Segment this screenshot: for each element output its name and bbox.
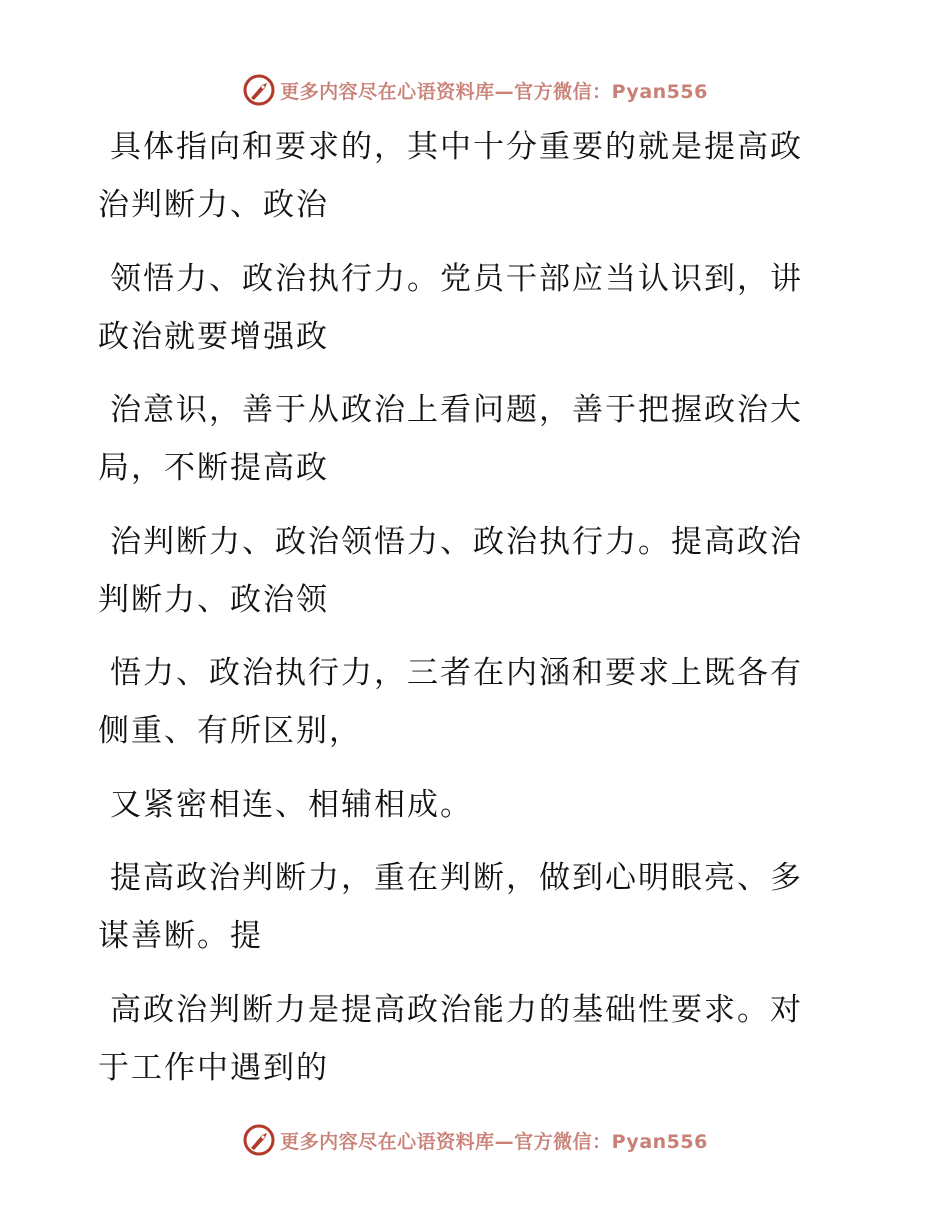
paragraph-line: 治判断力、政治领悟力、政治执行力。提高政治 — [110, 523, 803, 560]
paragraph — [98, 849, 838, 965]
paragraph-line: 治意识，善于从政治上看问题，善于把握政治大 — [110, 392, 803, 428]
paragraph-line: 又紧密相连、相辅相成。 — [110, 786, 473, 823]
paragraph-line: 提高政治判断力，重在判断，做到心明眼亮、多 — [110, 860, 803, 896]
document-body — [98, 118, 838, 1112]
paragraph-line: 于工作中遇到的 — [98, 1049, 329, 1086]
paragraph — [98, 118, 838, 234]
paragraph — [98, 250, 838, 366]
paragraph — [98, 381, 838, 497]
paragraph — [98, 776, 838, 834]
footer-banner — [0, 1120, 950, 1160]
header-banner-text: 更多内容尽在心语资料库—官方微信：Pyan556 — [280, 80, 708, 103]
paragraph-line: 判断力、政治领 — [98, 581, 329, 618]
paragraph-line: 政治就要增强政 — [98, 318, 329, 355]
header-banner — [0, 70, 950, 110]
paragraph-line: 悟力、政治执行力，三者在内涵和要求上既各有 — [110, 655, 803, 691]
paragraph-line: 谋善断。提 — [98, 918, 263, 954]
pen-nib-seal-icon — [242, 1123, 276, 1157]
paragraph — [98, 513, 838, 629]
paragraph — [98, 981, 838, 1097]
paragraph-line: 局，不断提高政 — [98, 450, 329, 486]
paragraph-line: 侧重、有所区别， — [98, 713, 362, 749]
pen-nib-seal-icon — [242, 73, 276, 107]
paragraph-line: 具体指向和要求的，其中十分重要的就是提高政 — [110, 129, 803, 165]
paragraph-line: 高政治判断力是提高政治能力的基础性要求。对 — [110, 991, 803, 1028]
paragraph — [98, 644, 838, 760]
paragraph-line: 治判断力、政治 — [98, 187, 329, 223]
footer-banner-text: 更多内容尽在心语资料库—官方微信：Pyan556 — [280, 1130, 708, 1153]
paragraph-line: 领悟力、政治执行力。党员干部应当认识到，讲 — [110, 260, 803, 297]
